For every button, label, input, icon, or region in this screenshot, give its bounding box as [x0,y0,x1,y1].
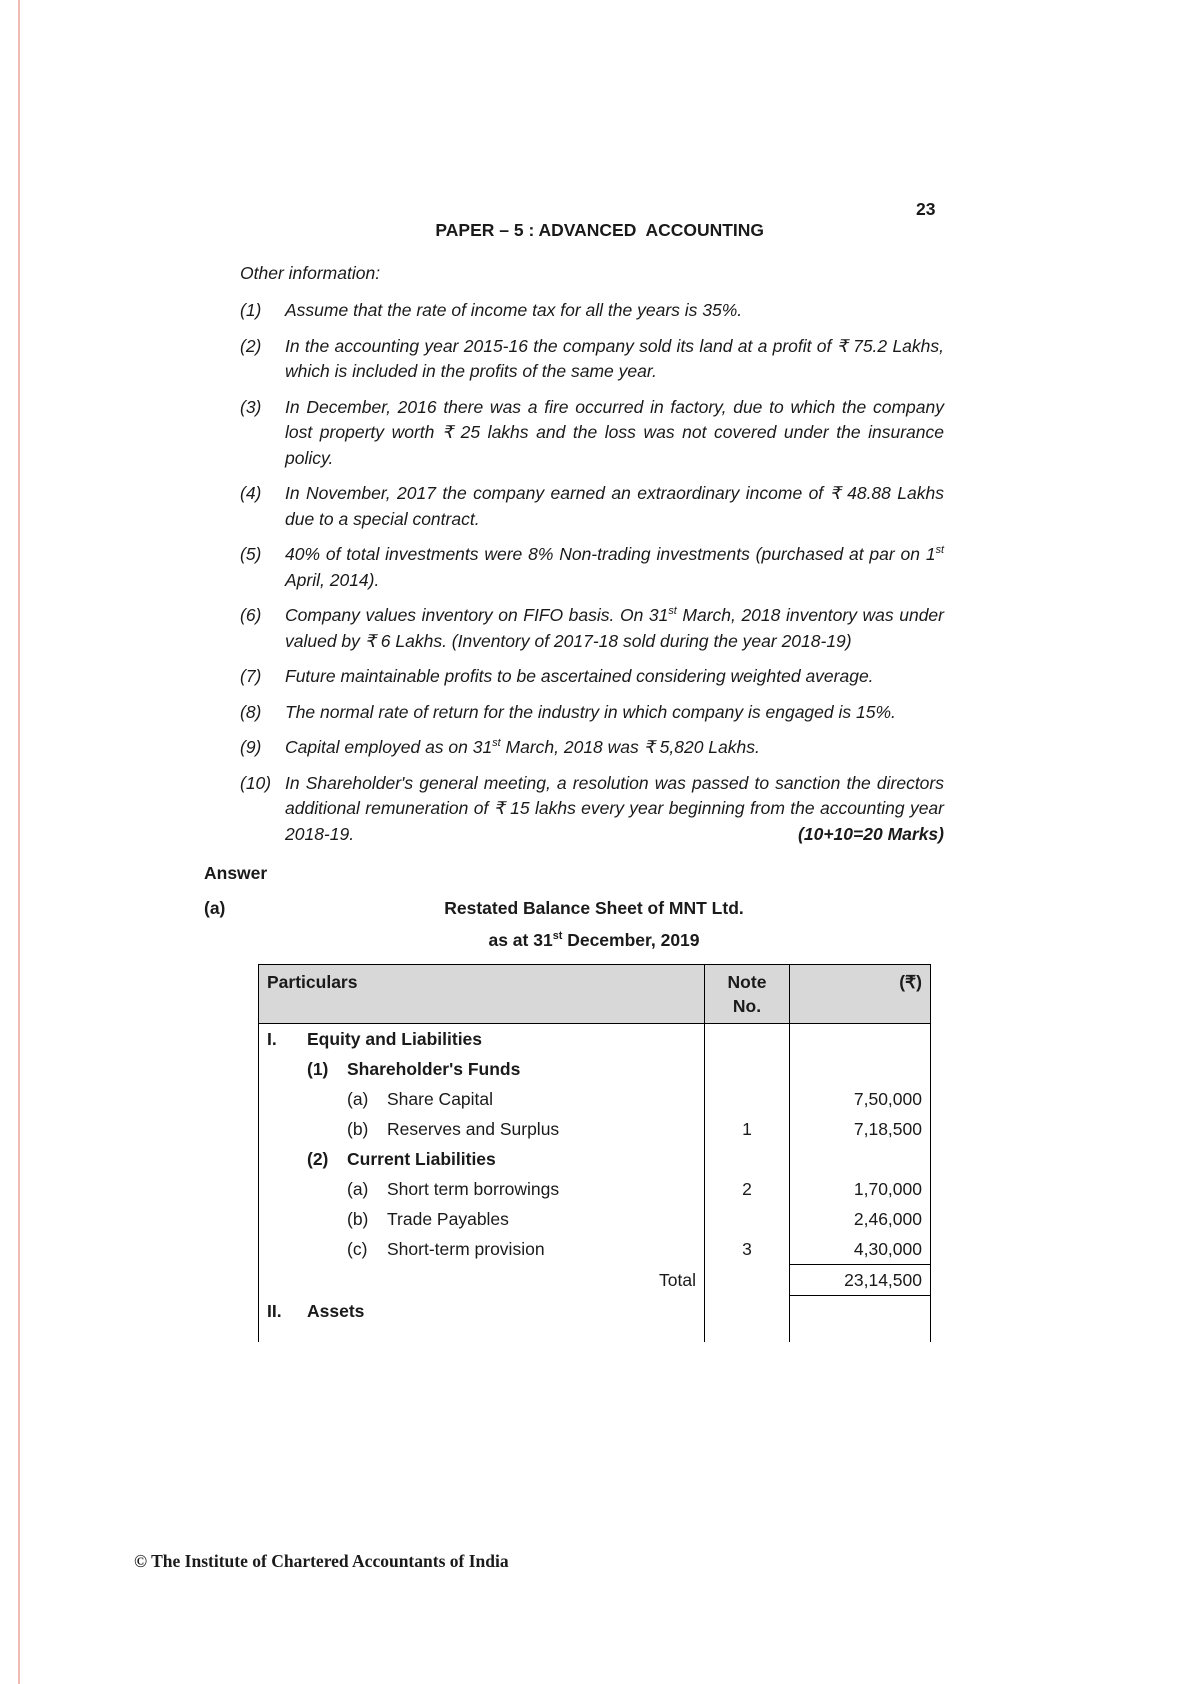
answer-part-label: (a) [204,898,226,918]
amount-cell [790,1054,931,1084]
amount-cell: 7,50,000 [790,1084,931,1114]
amount-cell [790,1296,931,1326]
amount-cell: 7,18,500 [790,1114,931,1144]
table-row-10 [259,1296,931,1326]
amount-cell: 2,46,000 [790,1204,931,1234]
row-marker: (c) [347,1239,368,1259]
info-item-number: (5) [240,544,262,564]
info-item-text: 40% of total investments were 8% Non-trading investments (purchased at par on 1st April, 2014). [285,544,944,590]
info-item-3 [240,395,944,472]
table-header-row [259,965,931,1024]
table-row-2 [259,1054,931,1084]
particulars-cell [259,1174,705,1204]
row-marker: II. [267,1300,282,1321]
info-item-text: In the accounting year 2015-16 the company sold its land at a profit of ₹ 75.2 Lakhs, which is included in the profits of the same year. [285,335,944,381]
particulars-cell [259,1204,705,1234]
particulars-cell: Total [259,1265,705,1296]
row-marker: (b) [347,1209,369,1229]
note-cell [705,1265,790,1296]
info-item-text: Company values inventory on FIFO basis. On 31st March, 2018 inventory was under valued by ₹ 6 Lakhs. (Inventory of 2017-18 sold during the year 2018-19) [285,605,944,651]
document-body [204,263,944,1342]
note-cell [705,1204,790,1234]
row-marker: I. [267,1029,277,1049]
particulars-cell [259,1296,705,1326]
info-item-text: In Shareholder's general meeting, a resolution was passed to sanction the directors additional remuneration of ₹ 15 lakhs every year beginning from the accounting year 2018-19. (10+10=20 Marks) [285,771,944,848]
balance-sheet-subtitle [258,930,930,951]
subtitle-pre: as at 31 [488,930,553,950]
row-label: Reserves and Surplus [387,1119,560,1139]
row-label: Current Liabilities [347,1149,496,1169]
other-information-list [240,298,944,847]
info-item-text: In December, 2016 there was a fire occurred in factory, due to which the company lost property worth ₹ 25 lakhs and the loss was not covered under the insurance policy. [285,396,944,468]
info-item-number: (1) [240,300,262,320]
page-number: 23 [916,199,936,219]
info-item-text: Assume that the rate of income tax for all the years is 35%. [285,300,743,320]
info-item-7 [240,664,944,690]
particulars-cell [259,1024,705,1055]
info-item-text: In November, 2017 the company earned an extraordinary income of ₹ 48.88 Lakhs due to a special contract. [285,483,944,529]
row-marker: (a) [347,1089,369,1109]
info-item-number: (7) [240,666,262,686]
info-item-number: (6) [240,605,262,625]
info-item-text: Future maintainable profits to be ascertained considering weighted average. [285,666,874,686]
particulars-cell [259,1114,705,1144]
particulars-cell [259,1144,705,1174]
subtitle-sup: st [552,930,563,943]
row-marker: (1) [307,1059,329,1079]
table-row-7 [259,1204,931,1234]
note-cell: 1 [705,1114,790,1144]
table-continuation-row [259,1326,931,1342]
info-item-5 [240,542,944,593]
info-item-number: (9) [240,737,262,757]
amount-cell: 1,70,000 [790,1174,931,1204]
empty-cell [790,1326,931,1342]
row-label: Trade Payables [387,1209,509,1229]
info-item-1 [240,298,944,324]
row-label: Short-term provision [387,1239,545,1259]
row-label: Shareholder's Funds [347,1059,521,1079]
info-item-number: (8) [240,701,262,722]
particulars-cell [259,1084,705,1114]
answer-title-row [204,898,944,919]
info-item-9 [240,735,944,761]
column-header-note-no: Note No. [705,965,790,1024]
note-cell: 2 [705,1174,790,1204]
note-cell [705,1296,790,1326]
marks-label: (10+10=20 Marks) [798,823,944,844]
row-label: Short term borrowings [387,1179,560,1199]
page-header [240,199,940,262]
table-row-4 [259,1114,931,1144]
row-marker: (b) [347,1119,369,1139]
amount-cell: 4,30,000 [790,1234,931,1265]
row-label: Share Capital [387,1089,494,1109]
table-row-5 [259,1144,931,1174]
particulars-cell [259,1054,705,1084]
info-item-6 [240,603,944,654]
empty-cell [259,1326,705,1342]
info-item-8 [240,700,944,726]
table-row-6 [259,1174,931,1204]
other-information-heading: Other information: [240,263,381,283]
info-item-10 [240,771,944,848]
row-label: Assets [307,1300,365,1321]
balance-sheet-title: Restated Balance Sheet of MNT Ltd. [444,898,744,918]
info-item-4 [240,481,944,532]
info-item-text: The normal rate of return for the industry in which company is engaged is 15%. [285,701,896,722]
info-item-2 [240,334,944,385]
amount-cell: 23,14,500 [790,1265,931,1296]
amount-cell [790,1144,931,1174]
column-header-amount: (₹) [790,965,931,1024]
table-row-1 [259,1024,931,1055]
info-item-number: (2) [240,335,262,356]
table-row-9 [259,1265,931,1296]
info-item-number: (4) [240,483,262,503]
left-margin-line [18,0,20,1684]
note-cell [705,1054,790,1084]
info-item-text: Capital employed as on 31st March, 2018 was ₹ 5,820 Lakhs. [285,737,760,757]
note-cell: 3 [705,1234,790,1265]
subtitle-post: December, 2019 [562,930,700,950]
table-row-8 [259,1234,931,1265]
note-cell [705,1144,790,1174]
info-item-number: (3) [240,396,262,417]
table-row-3 [259,1084,931,1114]
page-title: PAPER – 5 : ADVANCED ACCOUNTING [435,220,765,240]
copyright-footer: © The Institute of Chartered Accountants of India [134,1551,509,1571]
row-marker: (2) [307,1149,329,1169]
balance-sheet-table [258,964,931,1342]
info-item-number: (10) [240,772,272,793]
amount-cell [790,1024,931,1055]
note-cell [705,1084,790,1114]
particulars-cell [259,1234,705,1265]
row-marker: (a) [347,1179,369,1199]
row-label: Equity and Liabilities [307,1029,483,1049]
column-header-particulars: Particulars [259,965,705,1024]
empty-cell [705,1326,790,1342]
note-cell [705,1024,790,1055]
answer-heading: Answer [204,863,268,883]
